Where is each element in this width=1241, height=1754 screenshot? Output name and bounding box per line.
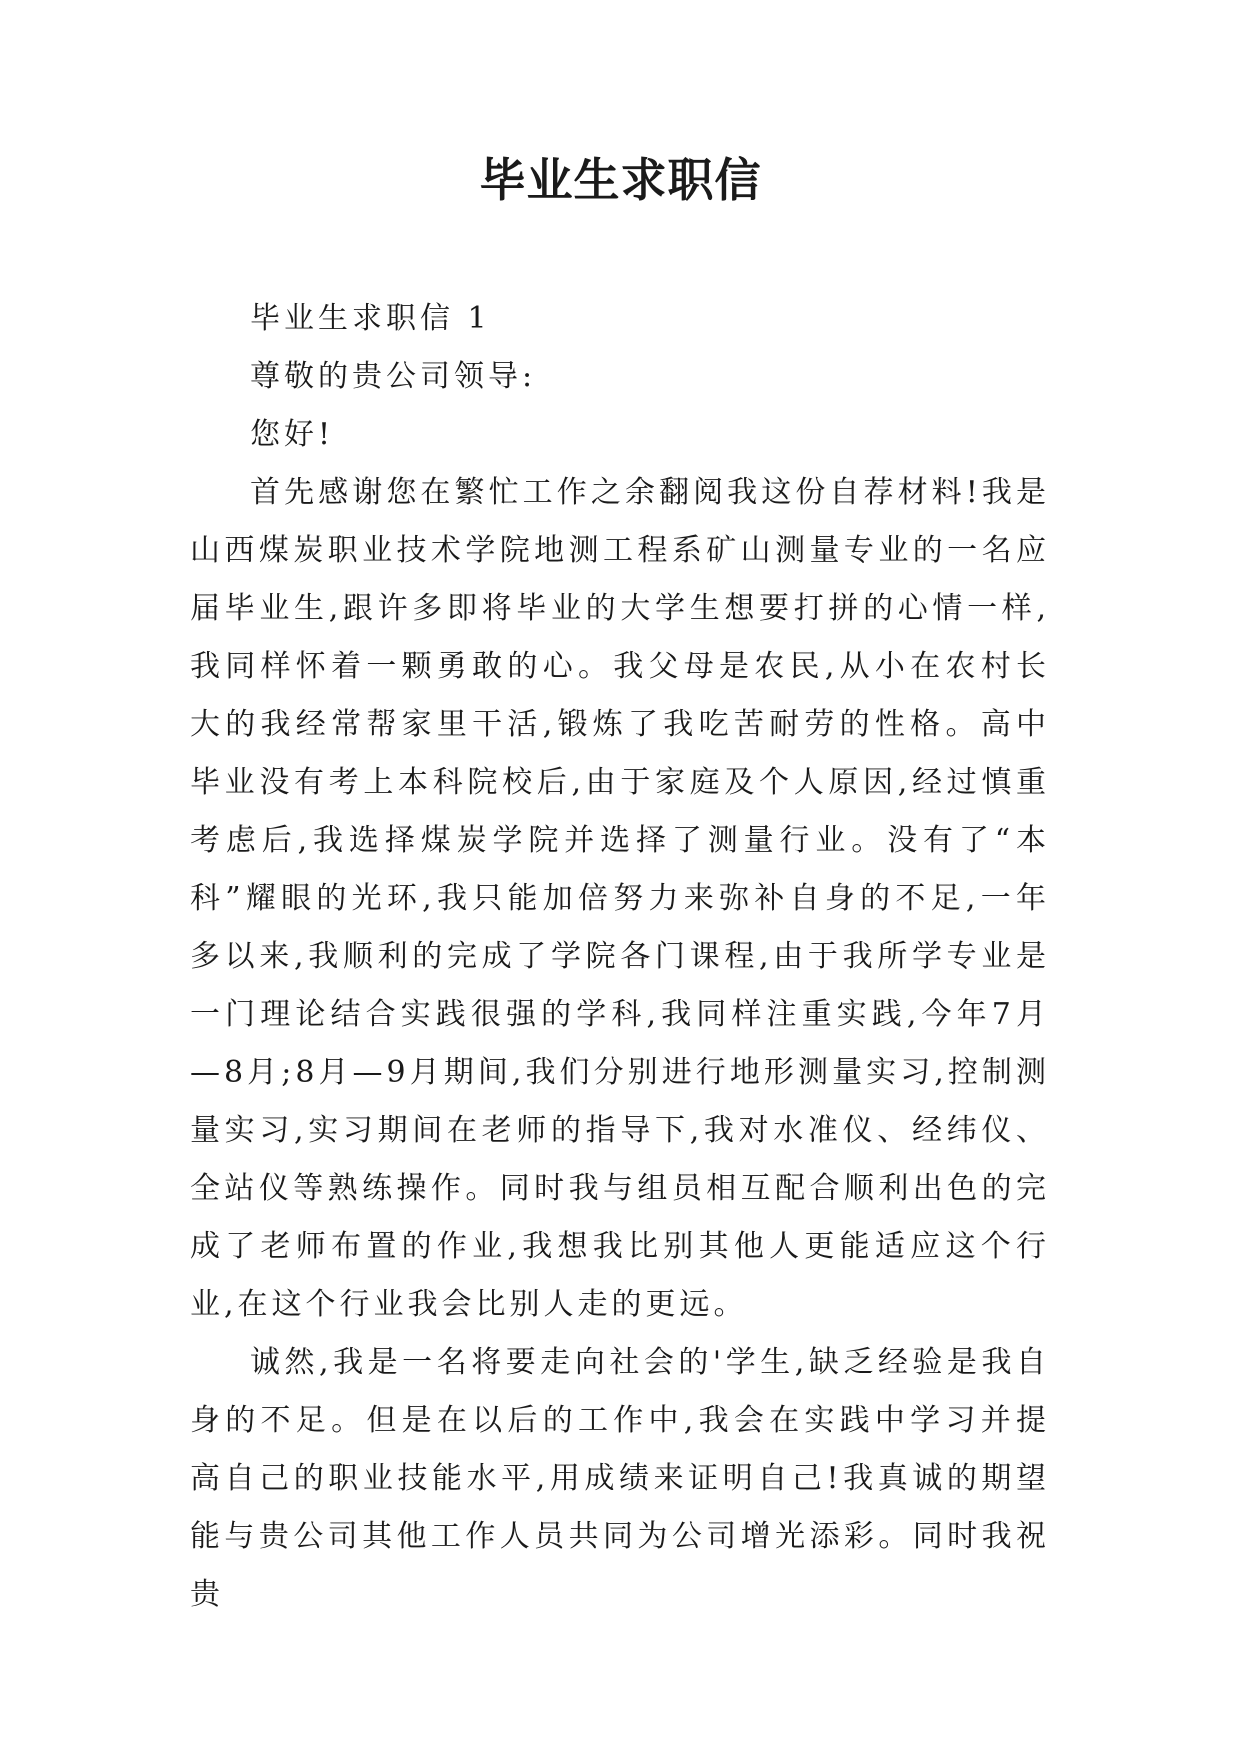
letter-salutation: 尊敬的贵公司领导: [250,359,537,394]
letter-paragraph-2: 诚然,我是一名将要走向社会的'学生,缺乏经验是我自身的不足。但是在以后的工作中,我会在实践中学习并提高自己的职业技能水平,用成绩来证明自己!我真诚的期望能与贵公司其他工作人员共同为公司增光添彩。同时我祝贵 [190,1345,1050,1612]
letter-paragraph-1: 首先感谢您在繁忙工作之余翻阅我这份自荐材料!我是山西煤炭职业技术学院地测工程系矿山测量专业的一名应届毕业生,跟许多即将毕业的大学生想要打拼的心情一样,我同样怀着一颗勇敢的心。我父母是农民,从小在农村长大的我经常帮家里干活,锻炼了我吃苦耐劳的性格。高中毕业没有考上本科院校后,由于家庭及个人原因,经过慎重考虑后,我选择煤炭学院并选择了测量行业。没有了“本科”耀眼的光环,我只能加倍努力来弥补自身的不足,一年多以来,我顺利的完成了学院各门课程,由于我所学专业是一门理论结合实践很强的学科,我同样注重实践,今年7月—8月;8月—9月期间,我们分别进行地形测量实习,控制测量实习,实习期间在老师的指导下,我对水准仪、经纬仪、全站仪等熟练操作。同时我与组员相互配合顺利出色的完成了老师布置的作业,我想我比别其他人更能适应这个行业,在这个行业我会比别人走的更远。 [190,475,1050,1322]
letter-subtitle: 毕业生求职信 1 [250,301,491,336]
document-body [190,290,1050,1624]
letter-greeting: 您好! [250,417,335,452]
document-title: 毕业生求职信 [479,153,762,207]
